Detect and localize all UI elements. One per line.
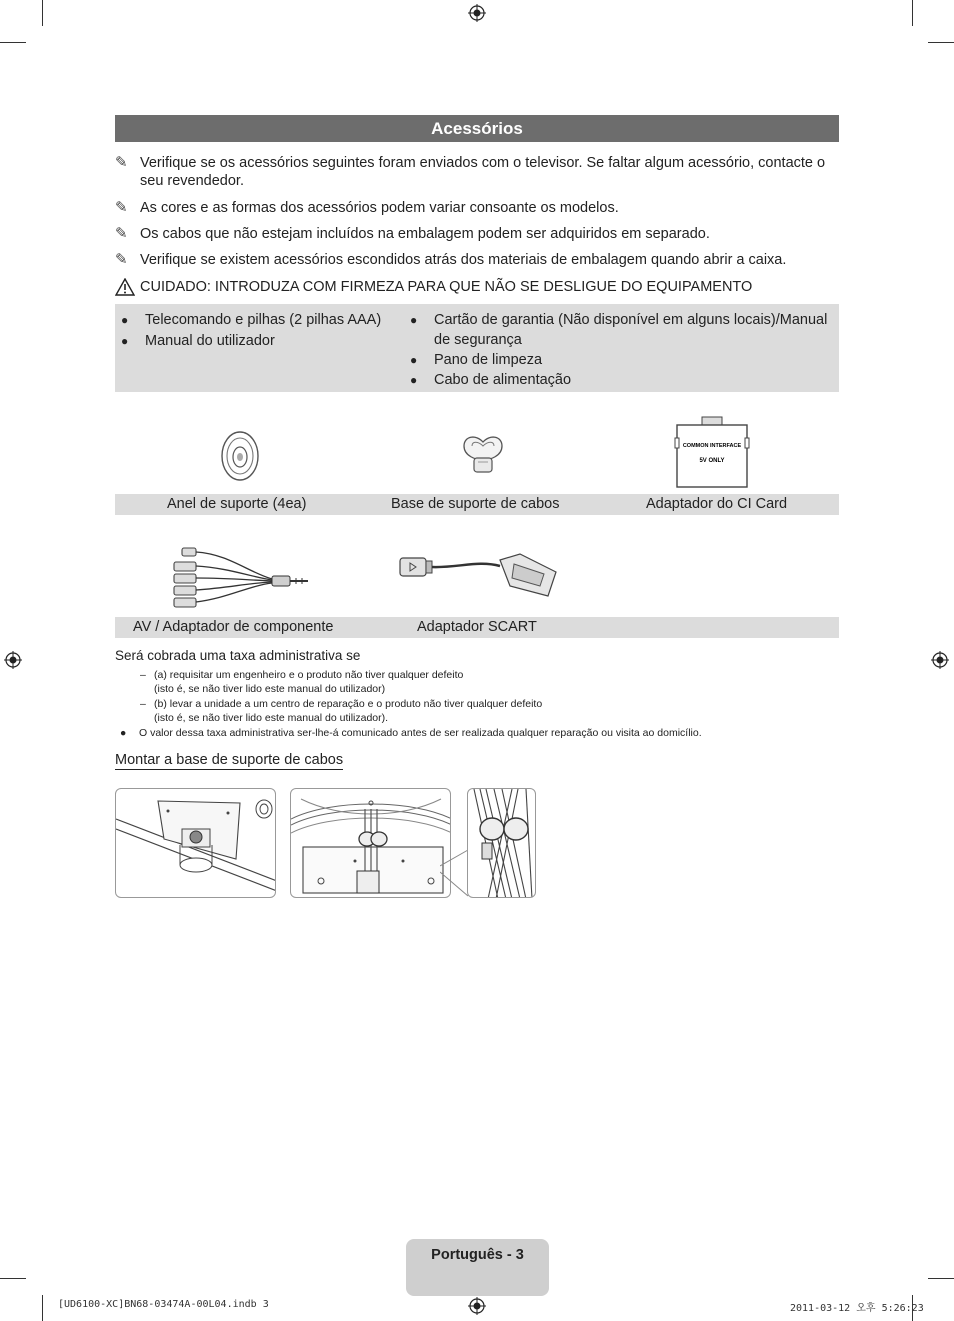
accessories-left-column bbox=[115, 310, 395, 351]
pencil-note-icon: ✎ bbox=[115, 225, 128, 242]
list-item-text: Cabo de alimentação bbox=[434, 372, 572, 388]
note-item bbox=[115, 154, 839, 190]
registration-mark-icon bbox=[4, 651, 22, 669]
item-label: Base de suporte de cabos bbox=[391, 496, 560, 512]
item-label: Adaptador SCART bbox=[417, 619, 537, 635]
crop-mark bbox=[42, 1295, 43, 1321]
av-component-adapter-image bbox=[168, 546, 310, 616]
item-label: Adaptador do CI Card bbox=[646, 496, 788, 512]
warning-triangle-icon bbox=[115, 278, 135, 296]
list-item: ● Pano de limpeza bbox=[410, 352, 543, 368]
crop-mark bbox=[912, 0, 913, 26]
list-item-text: Manual do utilizador bbox=[145, 333, 275, 349]
caution-text: CUIDADO: INTRODUZA COM FIRMEZA PARA QUE NÃO SE DESLIGUE DO EQUIPAMENTO bbox=[140, 279, 753, 295]
section-title: Acessórios bbox=[115, 115, 839, 142]
list-item: ● Cartão de garantia (Não disponível em alguns locais)/Manual de segurança bbox=[410, 312, 828, 348]
fee-bullet-marker: ● bbox=[120, 727, 127, 739]
item-label: Anel de suporte (4ea) bbox=[167, 496, 307, 512]
note-text: Os cabos que não estejam incluídos na embalagem podem ser adquiridos em separado. bbox=[140, 226, 710, 242]
registration-mark-icon bbox=[931, 651, 949, 669]
assembly-step-2-image bbox=[290, 788, 451, 898]
fee-bullet-text: O valor dessa taxa administrativa ser-lhe-á comunicado antes de ser realizada qualquer reparação ou visita ao domicílio. bbox=[139, 727, 702, 739]
fee-item-line: (isto é, se não tiver lido este manual do utilizador). bbox=[154, 712, 389, 724]
registration-mark-icon bbox=[468, 1297, 486, 1315]
pencil-note-icon: ✎ bbox=[115, 251, 128, 268]
items-label-row-2 bbox=[115, 617, 839, 638]
scart-adapter-image bbox=[398, 550, 558, 598]
assembly-step-1-image bbox=[115, 788, 276, 898]
print-info-right: 2011-03-12 오후 5:26:23 bbox=[790, 1303, 924, 1314]
accessories-list bbox=[115, 304, 839, 392]
note-text: As cores e as formas dos acessórios podem variar consoante os modelos. bbox=[140, 200, 619, 216]
fee-item-line: (a) requisitar um engenheiro e o produto não tiver qualquer defeito bbox=[154, 669, 464, 681]
note-text: Verifique se existem acessórios escondidos atrás dos materiais de embalagem quando abrir a caixa. bbox=[140, 252, 787, 268]
fee-item-line: (b) levar a unidade a um centro de reparação e o produto não tiver qualquer defeito bbox=[154, 698, 543, 710]
list-item-text: Cartão de garantia (Não disponível em alguns locais)/Manual de segurança bbox=[434, 312, 828, 348]
ci-card-label-line1: COMMON INTERFACE bbox=[682, 443, 742, 449]
cable-holder-image bbox=[460, 432, 506, 476]
list-item: ● Manual do utilizador bbox=[121, 333, 275, 349]
crop-mark bbox=[928, 1278, 954, 1279]
crop-mark bbox=[0, 42, 26, 43]
page-number-tab: Português - 3 bbox=[406, 1239, 549, 1296]
crop-mark bbox=[0, 1278, 26, 1279]
ci-card-adapter-image bbox=[674, 416, 750, 490]
note-item bbox=[115, 251, 839, 269]
note-text: Verifique se os acessórios seguintes foram enviados com o televisor. Se faltar algum acessório, contacte o seu revendedor. bbox=[140, 155, 826, 189]
items-label-row-1 bbox=[115, 494, 839, 515]
list-item: ● Cabo de alimentação bbox=[410, 372, 572, 388]
registration-mark-icon bbox=[468, 4, 486, 22]
list-item-text: Telecomando e pilhas (2 pilhas AAA) bbox=[145, 312, 382, 328]
print-info-left: [UD6100-XC]BN68-03474A-00L04.indb 3 bbox=[58, 1299, 269, 1310]
fee-item-line: (isto é, se não tiver lido este manual do utilizador) bbox=[154, 683, 386, 695]
note-item bbox=[115, 199, 839, 217]
zoom-connector-lines bbox=[440, 840, 470, 900]
holder-ring-image bbox=[218, 430, 262, 482]
item-label: AV / Adaptador de componente bbox=[133, 619, 334, 635]
assembly-step-3-detail-image bbox=[467, 788, 536, 898]
fee-item-marker: – bbox=[140, 698, 146, 710]
accessories-right-column bbox=[404, 310, 834, 390]
note-item bbox=[115, 225, 839, 243]
pencil-note-icon: ✎ bbox=[115, 154, 128, 171]
fee-title: Será cobrada uma taxa administrativa se bbox=[115, 648, 361, 663]
crop-mark bbox=[928, 42, 954, 43]
fee-item-marker: – bbox=[140, 669, 146, 681]
ci-card-label-line2: 5V ONLY bbox=[699, 458, 725, 464]
assembly-title: Montar a base de suporte de cabos bbox=[115, 752, 344, 768]
list-item: ● Telecomando e pilhas (2 pilhas AAA) bbox=[121, 312, 382, 328]
list-item-text: Pano de limpeza bbox=[434, 352, 543, 368]
pencil-note-icon: ✎ bbox=[115, 199, 128, 216]
crop-mark bbox=[42, 0, 43, 26]
